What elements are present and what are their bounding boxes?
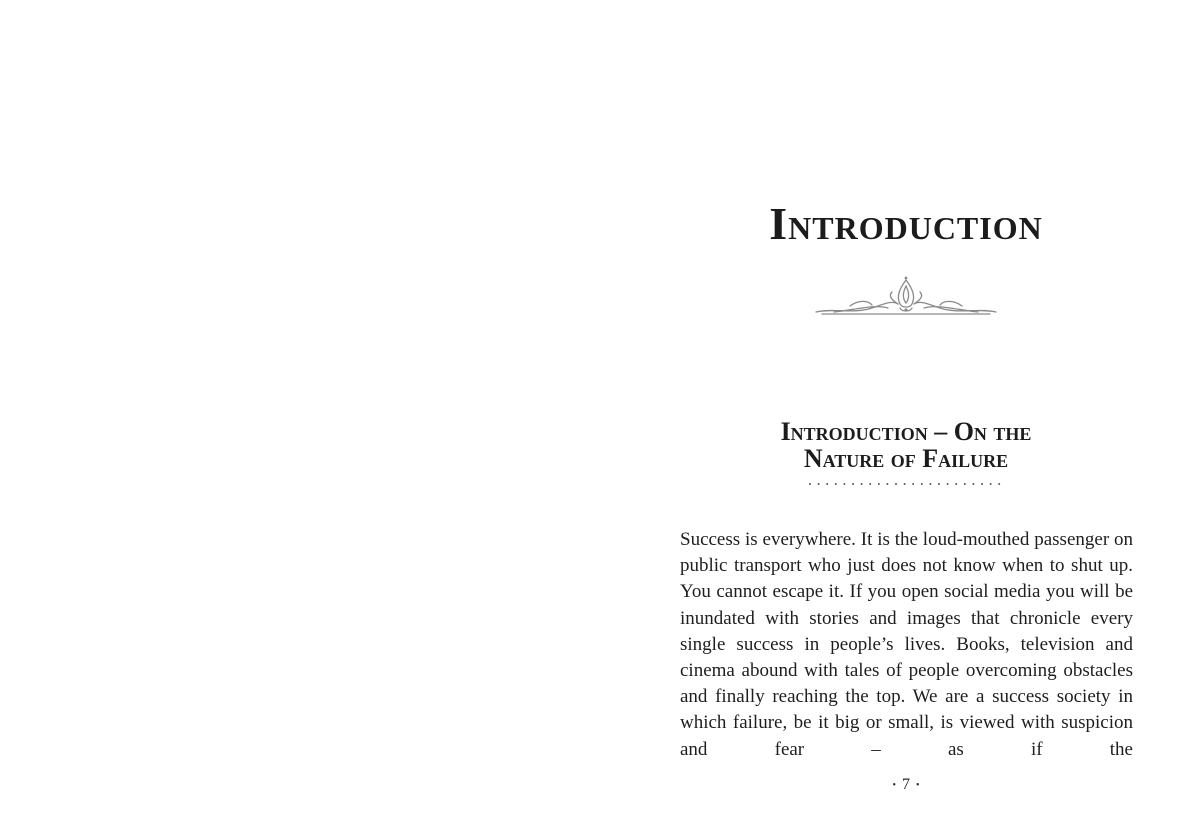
page-number-footer [600, 776, 1200, 794]
dotted-divider [806, 481, 1006, 487]
folio-bullet-left: • [892, 779, 896, 791]
section-title [600, 418, 1200, 472]
folio-bullet-right: • [916, 779, 920, 791]
flourish-ornament-icon [814, 274, 998, 320]
chapter-title: Introduction [769, 198, 1043, 249]
page-number: 7 [902, 776, 910, 793]
section-title-line-1: Introduction – On the [780, 417, 1032, 446]
section-title-line-2: Nature of Failure [803, 444, 1009, 473]
body-paragraph: Success is everywhere. It is the loud-mouthed passenger on public transport who just does not know when to shut up. You cannot escape it. If you open social media you will be inundated with stories and images that chronicle every single success in people’s lives. Books, television and cinema abound with tales of people overcoming obstacles and finally reaching the top. We are a success society in which failure, be it big or small, is viewed with suspicion and fear – as if the [680, 529, 1133, 760]
right-page [600, 0, 1200, 826]
